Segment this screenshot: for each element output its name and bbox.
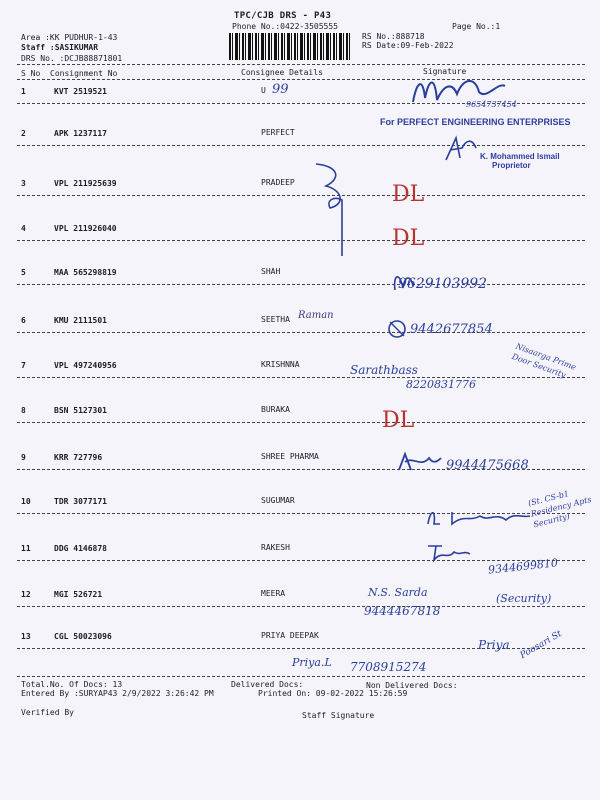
handwritten-phone: 9629103992 [398, 276, 488, 292]
divider [17, 676, 585, 677]
signature-scribble [442, 134, 482, 164]
row-sno: 11 [21, 544, 31, 553]
col-consignment: Consignment No [50, 69, 118, 78]
row-consignee: SEETHA [261, 315, 290, 324]
row-sno: 3 [21, 179, 26, 188]
row-consignment-no: MGI 526721 [54, 590, 103, 599]
row-consignee: SHAH [261, 267, 281, 276]
company-stamp: For PERFECT ENGINEERING ENTERPRISES [380, 117, 571, 127]
row-consignee: PERFECT [261, 128, 295, 137]
signature-scribble [391, 268, 415, 294]
row-consignee: MEERA [261, 589, 286, 598]
handwritten-note: (St. CS-b1 Residency Apts Security) [527, 489, 593, 530]
row-consignee: KRISHNNA [261, 360, 300, 369]
divider [17, 64, 585, 65]
row-consignment-no: VPL 497240956 [54, 361, 117, 370]
signature-scribble [424, 540, 474, 564]
handwritten-signature: Sarathbass [350, 363, 418, 377]
row-divider [17, 422, 585, 423]
row-sno: 6 [21, 316, 26, 325]
col-signature: Signature [423, 67, 467, 76]
rs-date: RS Date:09-Feb-2022 [362, 41, 454, 50]
row-sno: 12 [21, 590, 31, 599]
drs-number: DRS No. :DCJB88871801 [21, 54, 123, 63]
handwritten-phone: 9444467818 [364, 604, 441, 618]
handwritten-phone: 9442677854 [410, 322, 493, 337]
row-consignment-no: KRR 727796 [54, 453, 103, 462]
row-consignee: RAKESH [261, 543, 290, 552]
phone-number: Phone No.:0422-3505555 [232, 22, 338, 31]
row-consignee: PRADEEP [261, 178, 295, 187]
row-divider [17, 284, 585, 285]
row-consignment-no: MAA 565298819 [54, 268, 117, 277]
col-sno: S No [21, 69, 41, 78]
row-consignee: SUGUMAR [261, 496, 295, 505]
sheet-title: TPC/CJB DRS - P43 [234, 11, 332, 21]
row-sno: 5 [21, 268, 26, 277]
row-consignee: PRIYA DEEPAK [261, 631, 319, 640]
col-consignee: Consignee Details [241, 68, 323, 77]
stamp-person: K. Mohammed Ismail [480, 152, 560, 161]
staff-signature: Staff Signature [302, 711, 375, 720]
handwritten-phone: 7708915274 [350, 660, 427, 674]
barcode [229, 33, 352, 60]
row-consignee: SHREE PHARMA [261, 452, 319, 461]
page-number: Page No.:1 [452, 22, 501, 31]
row-divider [17, 377, 585, 378]
row-sno: 4 [21, 224, 26, 233]
row-consignment-no: KVT 2519521 [54, 87, 107, 96]
non-delivered-docs: Non Delivered Docs: [366, 681, 458, 690]
stamp-role: Proprietor [492, 161, 531, 170]
handwritten-note: Poosari St [518, 629, 564, 661]
handwritten-signature: N.S. Sarda [368, 586, 428, 599]
row-sno: 1 [21, 87, 26, 96]
row-sno: 10 [21, 497, 31, 506]
row-consignee: BURAKA [261, 405, 290, 414]
signature-scribble [424, 504, 534, 528]
row-divider [17, 332, 585, 333]
bracket-scribble [308, 160, 358, 258]
printed-on: Printed On: 09-02-2022 15:26:59 [258, 689, 408, 698]
entered-by: Entered By :SURYAP43 2/9/2022 3:26:42 PM [21, 689, 214, 698]
row-divider [17, 145, 585, 146]
handwritten-dl: DL [392, 182, 425, 207]
total-docs: Total.No. Of Docs: 13 [21, 680, 123, 689]
row-sno: 8 [21, 406, 26, 415]
row-sno: 9 [21, 453, 26, 462]
handwritten-dl: DL [382, 408, 415, 433]
row-divider [17, 606, 585, 607]
handwritten-note: (Security) [496, 592, 552, 605]
handwritten-phone: 9344699810 [487, 556, 559, 577]
row-consignment-no: VPL 211926040 [54, 224, 117, 233]
row-consignment-no: KMU 2111501 [54, 316, 107, 325]
row-divider [17, 195, 585, 196]
signature-scribble [386, 318, 408, 340]
row-consignment-no: CGL 50023096 [54, 632, 112, 641]
handwritten-note: 99 [272, 82, 289, 97]
row-consignment-no: DDG 4146878 [54, 544, 107, 553]
delivered-docs: Delivered Docs: [231, 680, 304, 689]
handwritten-phone: 8220831776 [406, 378, 476, 391]
rs-number: RS No.:888718 [362, 32, 425, 41]
row-consignment-no: APK 1237117 [54, 129, 107, 138]
row-consignment-no: TDR 3077171 [54, 497, 107, 506]
row-consignment-no: BSN 5127301 [54, 406, 107, 415]
handwritten-dl: DL [392, 226, 425, 251]
row-divider [17, 240, 585, 241]
handwritten-note: Raman [298, 310, 334, 321]
signature-scribble [395, 450, 443, 474]
area-label: Area :KK PUDHUR-1-43 [21, 33, 118, 42]
handwritten-phone: 9654737454 [466, 100, 517, 109]
row-sno: 7 [21, 361, 26, 370]
row-consignment-no: VPL 211925639 [54, 179, 117, 188]
verified-by: Verified By [21, 708, 74, 717]
row-sno: 2 [21, 129, 26, 138]
row-consignee: U [261, 86, 266, 95]
handwritten-signature: Priya [478, 638, 510, 652]
handwritten-phone: 9944475668 [446, 458, 529, 473]
handwritten-signature: Priya.L [292, 656, 332, 669]
handwritten-note: Nisaarga Prime Door Security [510, 341, 578, 380]
row-divider [17, 560, 585, 561]
row-sno: 13 [21, 632, 31, 641]
staff-label: Staff :SASIKUMAR [21, 43, 99, 52]
